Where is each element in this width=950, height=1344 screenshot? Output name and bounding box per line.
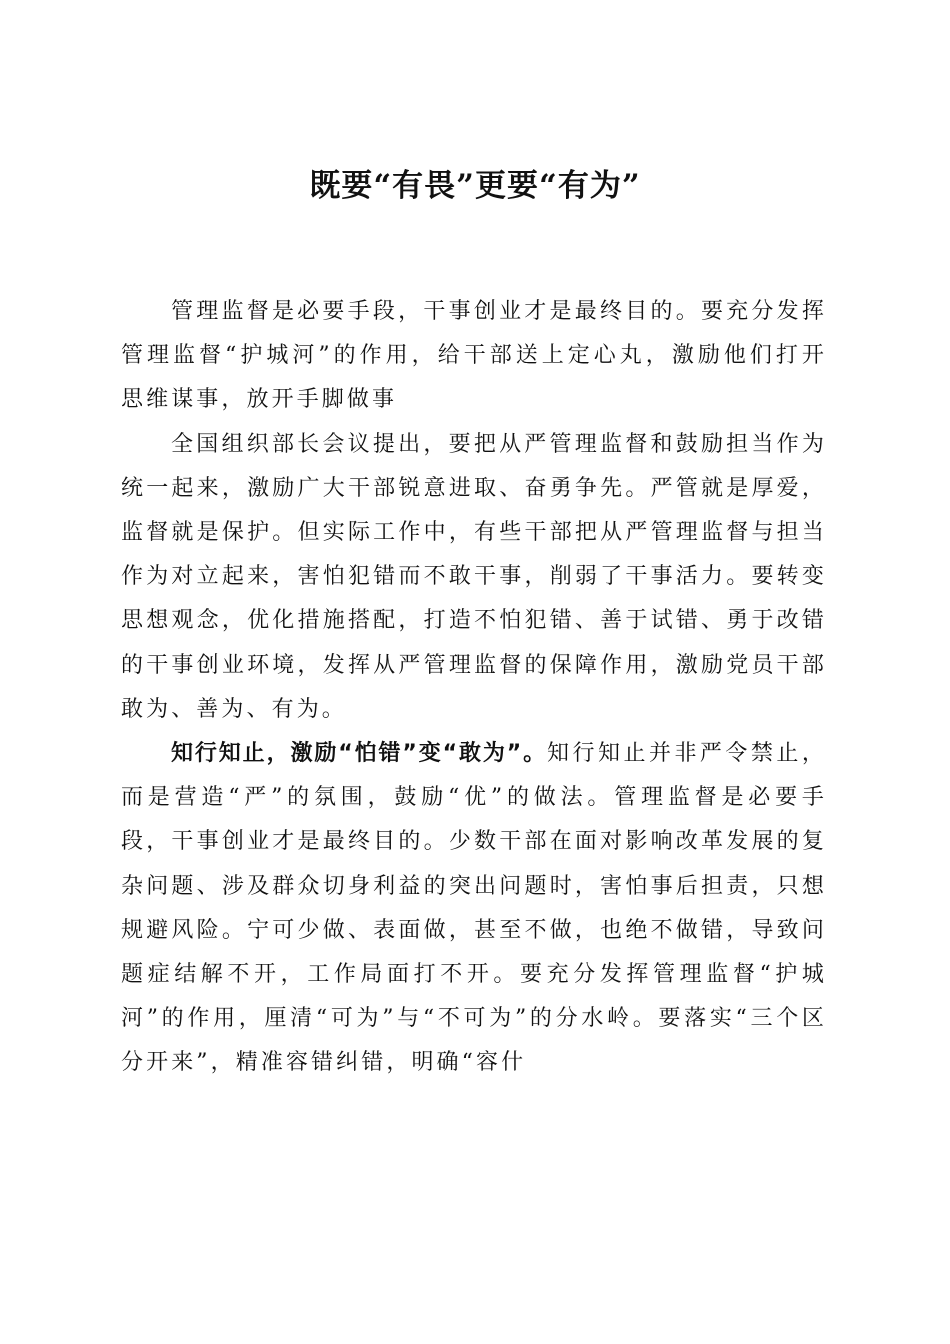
document-title: 既要“有畏”更要“有为” xyxy=(309,168,641,204)
paragraph-text: 全国组织部长会议提出，要把从严管理监督和鼓励担当作为统一起来，激励广大干部锐意进取、奋勇争先。严管就是厚爱，监督就是保护。但实际工作中，有些干部把从严管理监督与担当作为对立起来，害怕犯错而不敢干事，削弱了干事活力。要转变思想观念，优化措施搭配，打造不怕犯错、善于试错、勇于改错的干事创业环境，发挥从严管理监督的保障作用，激励党员干部敢为、善为、有为。 xyxy=(121,431,827,722)
document-body xyxy=(121,290,827,1086)
paragraph-meeting xyxy=(121,423,827,732)
paragraph-intro xyxy=(121,290,827,423)
paragraph-lead-heading: 知行知止，激励“怕错”变“敢为”。 xyxy=(171,741,547,767)
paragraph-text: 管理监督是必要手段，干事创业才是最终目的。要充分发挥管理监督“护城河”的作用，给干部送上定心丸，激励他们打开思维谋事，放开手脚做事 xyxy=(121,299,827,413)
paragraph-text: 知行知止并非严令禁止，而是营造“严”的氛围，鼓励“优”的做法。管理监督是必要手段，干事创业才是最终目的。少数干部在面对影响改革发展的复杂问题、涉及群众切身利益的突出问题时，害怕事后担责，只想规避风险。宁可少做、表面做，甚至不做，也绝不做错，导致问题症结解不开，工作局面打不开。要充分发挥管理监督“护城河”的作用，厘清“可为”与“不可为”的分水岭。要落实“三个区分开来”，精准容错纠错，明确“容什 xyxy=(121,741,827,1076)
paragraph-know-limits xyxy=(121,732,827,1086)
